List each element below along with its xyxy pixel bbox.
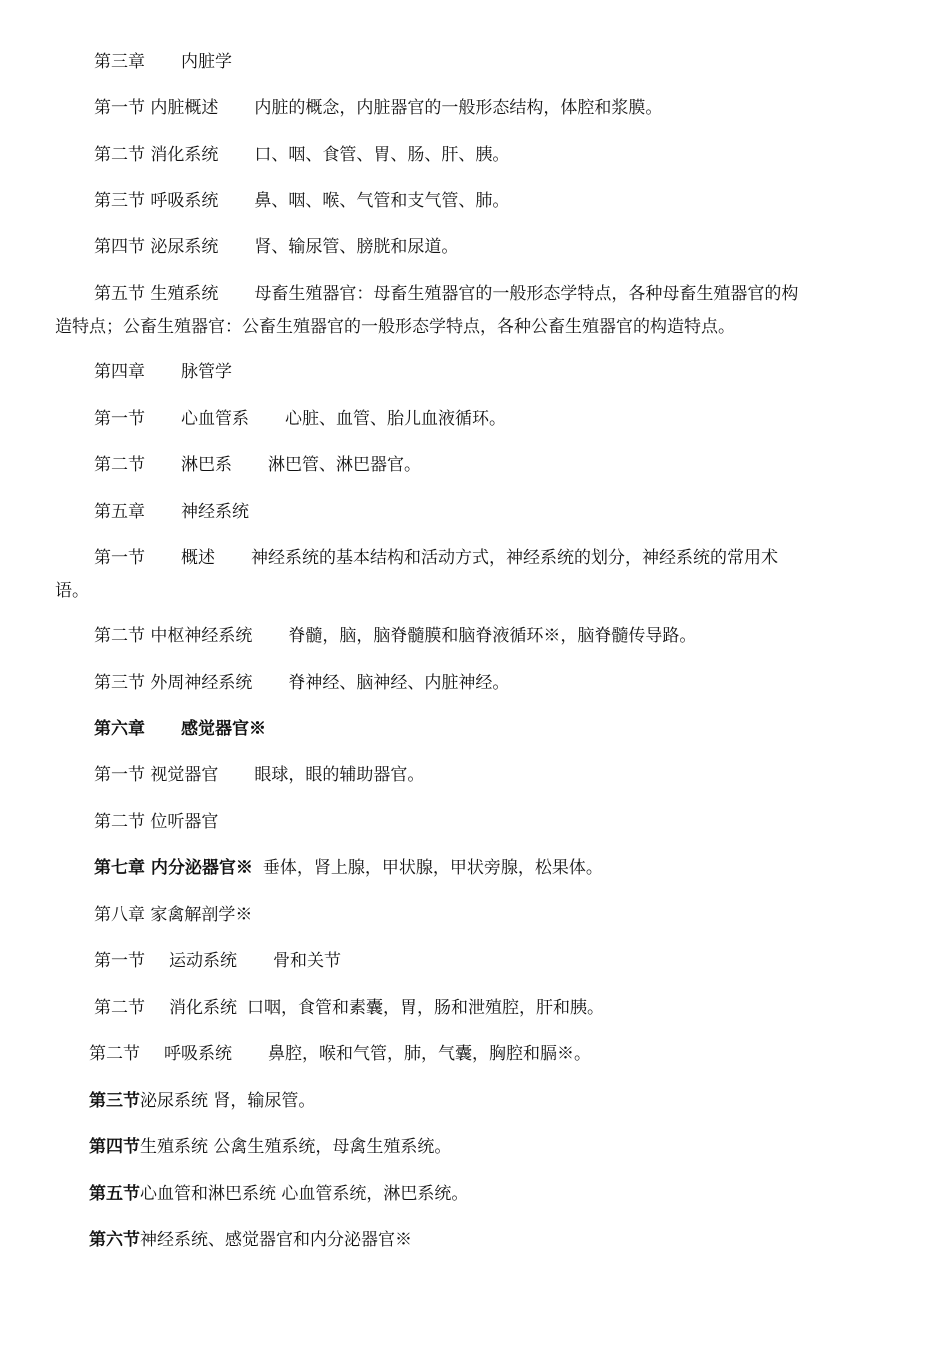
section-number: 第二节	[89, 1044, 140, 1064]
section-content: 肾、输尿管、膀胱和尿道。	[254, 237, 459, 257]
section-title: 消化系统	[169, 998, 237, 1018]
section-line	[94, 764, 424, 786]
section-line	[94, 811, 218, 833]
section-title: 第三节 呼吸系统	[94, 191, 219, 211]
section-line	[94, 547, 778, 569]
section-title: 第二节 消化系统	[94, 145, 219, 165]
section-line	[94, 997, 604, 1019]
chapter-heading	[94, 857, 603, 879]
chapter-title: 内脏学	[181, 52, 232, 72]
section-content: 心血管和淋巴系统 心血管系统，淋巴系统。	[140, 1184, 469, 1204]
chapter-title: 脉管学	[181, 362, 232, 382]
chapter-number: 第三章	[94, 52, 145, 72]
section-line	[94, 625, 696, 647]
section-title: 呼吸系统	[164, 1044, 232, 1064]
section-line	[89, 1043, 591, 1065]
section-line	[94, 236, 458, 258]
section-content: 语。	[55, 581, 89, 601]
chapter-heading	[94, 361, 232, 383]
chapter-title: 神经系统	[181, 502, 249, 522]
section-number: 第五节	[89, 1184, 140, 1204]
section-title: 第三节 外周神经系统	[94, 673, 253, 693]
section-content: 鼻腔，喉和气管，肺，气囊，胸腔和膈※。	[268, 1044, 591, 1064]
section-line	[94, 454, 421, 476]
chapter-heading	[94, 718, 266, 740]
section-line	[94, 283, 798, 305]
section-line	[89, 1229, 412, 1251]
section-content-continued	[55, 580, 89, 602]
section-line	[94, 144, 509, 166]
section-line	[94, 190, 509, 212]
section-line	[94, 408, 506, 430]
section-number: 第二节	[94, 998, 145, 1018]
section-title: 淋巴系	[181, 455, 232, 475]
section-number: 第二节	[94, 455, 145, 475]
chapter-heading	[94, 51, 232, 73]
section-title: 第二节 中枢神经系统	[94, 626, 253, 646]
section-content: 内脏的概念，内脏器官的一般形态结构，体腔和浆膜。	[254, 98, 663, 118]
section-content: 口咽，食管和素囊，胃，肠和泄殖腔，肝和胰。	[247, 998, 604, 1018]
section-number: 第一节	[94, 951, 145, 971]
section-content: 造特点；公畜生殖器官：公畜生殖器官的一般形态学特点，各种公畜生殖器官的构造特点。	[55, 317, 735, 337]
chapter-number: 第四章	[94, 362, 145, 382]
section-number: 第一节	[94, 409, 145, 429]
section-title: 第一节 内脏概述	[94, 98, 219, 118]
section-title: 第二节 位听器官	[94, 812, 219, 832]
section-title: 第五节 生殖系统	[94, 284, 219, 304]
chapter-title: 第八章 家禽解剖学※	[94, 905, 253, 925]
section-title: 心血管系	[181, 409, 249, 429]
chapter-title: 感觉器官※	[181, 719, 266, 739]
section-content: 眼球，眼的辅助器官。	[254, 765, 425, 785]
section-content: 口、咽、食管、胃、肠、肝、胰。	[254, 145, 510, 165]
section-content: 神经系统的基本结构和活动方式，神经系统的划分，神经系统的常用术	[251, 548, 778, 568]
section-number: 第一节	[94, 548, 145, 568]
section-line	[89, 1136, 451, 1158]
chapter-number: 第六章	[94, 719, 145, 739]
chapter-number: 第五章	[94, 502, 145, 522]
section-content: 心脏、血管、胎儿血液循环。	[285, 409, 506, 429]
section-content: 淋巴管、淋巴器官。	[268, 455, 421, 475]
section-line	[94, 950, 341, 972]
chapter-heading	[94, 904, 252, 926]
section-content: 母畜生殖器官：母畜生殖器官的一般形态学特点，各种母畜生殖器官的构	[254, 284, 799, 304]
section-number: 第六节	[89, 1230, 140, 1250]
section-title: 第一节 视觉器官	[94, 765, 219, 785]
section-content: 脊神经、脑神经、内脏神经。	[288, 673, 510, 693]
section-content: 脊髓，脑，脑脊髓膜和脑脊液循环※，脑脊髓传导路。	[288, 626, 697, 646]
section-content-continued	[55, 316, 735, 338]
chapter-title: 第七章 内分泌器官※	[94, 858, 253, 878]
section-line	[89, 1183, 468, 1205]
section-line	[89, 1090, 315, 1112]
section-content: 生殖系统 公禽生殖系统，母禽生殖系统。	[140, 1137, 452, 1157]
section-content: 骨和关节	[273, 951, 341, 971]
section-content: 神经系统、感觉器官和内分泌器官※	[140, 1230, 412, 1250]
section-title: 运动系统	[169, 951, 237, 971]
section-content: 泌尿系统 肾，输尿管。	[140, 1091, 316, 1111]
section-content: 鼻、咽、喉、气管和支气管、肺。	[254, 191, 510, 211]
section-title: 第四节 泌尿系统	[94, 237, 219, 257]
section-number: 第三节	[89, 1091, 140, 1111]
chapter-content: 垂体，肾上腺，甲状腺，甲状旁腺，松果体。	[262, 858, 603, 878]
section-title: 概述	[181, 548, 215, 568]
section-line	[94, 672, 509, 694]
chapter-heading	[94, 501, 249, 523]
section-line	[94, 97, 662, 119]
section-number: 第四节	[89, 1137, 140, 1157]
